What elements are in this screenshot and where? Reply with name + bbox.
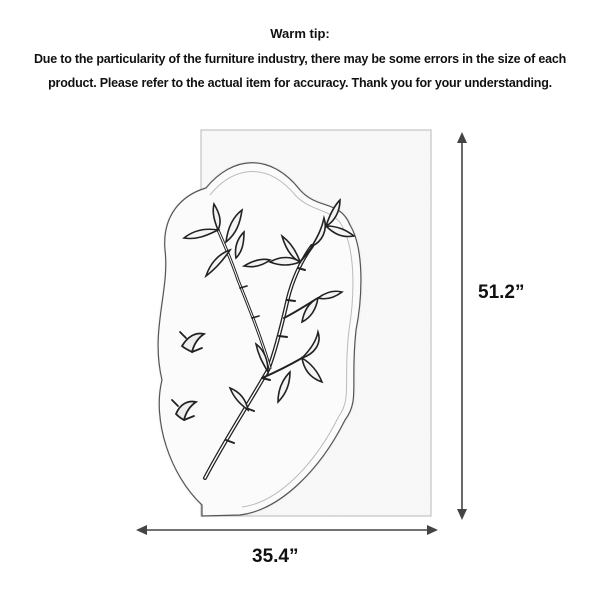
height-dimension-label: 51.2” xyxy=(478,282,525,303)
warm-tip-title: Warm tip: xyxy=(270,26,330,41)
width-dimension-label: 35.4” xyxy=(252,546,299,567)
width-dimension-arrow xyxy=(136,525,438,535)
warm-tip-line-1: Due to the particularity of the furniture industry, there may be some errors in the size of each xyxy=(33,52,567,66)
warm-tip-line-2: product. Please refer to the actual item for accuracy. Thank you for your understanding. xyxy=(48,76,552,90)
height-dimension-arrow xyxy=(457,132,467,520)
